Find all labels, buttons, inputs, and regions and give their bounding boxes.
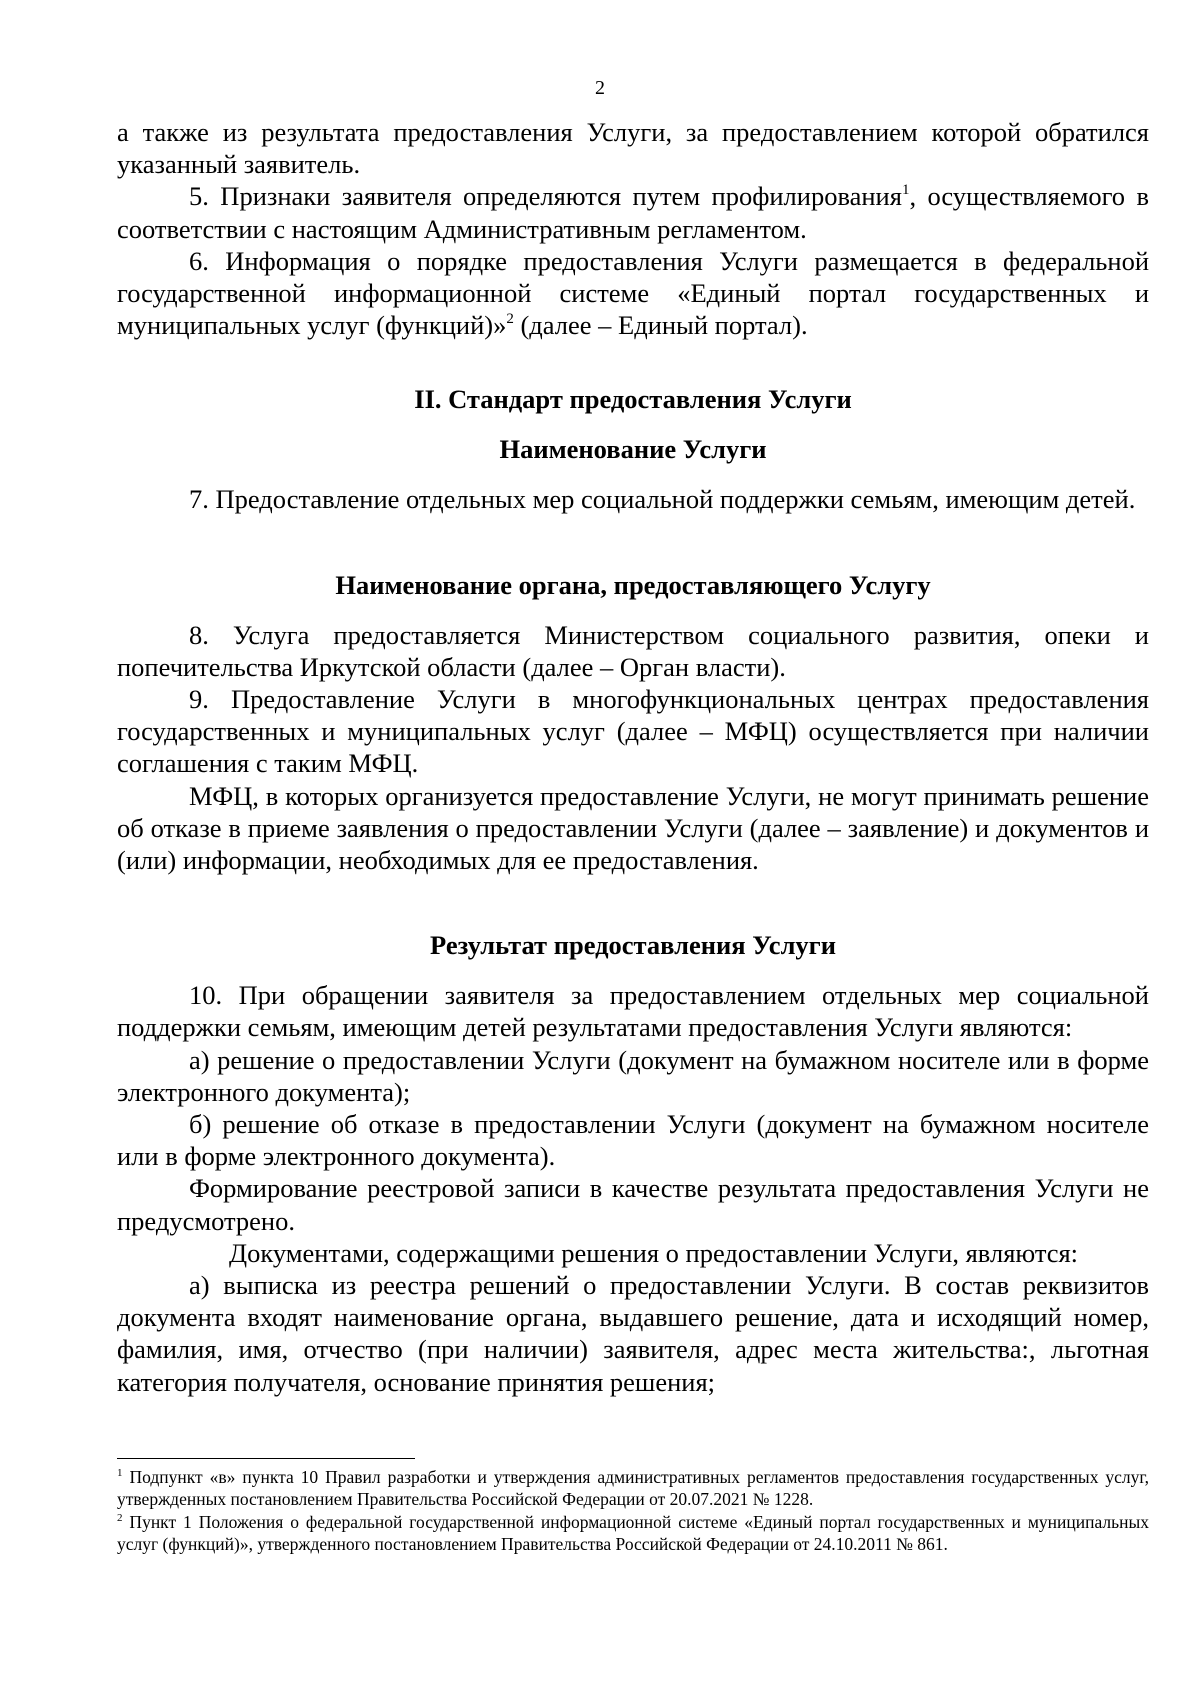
footnote-mark-2: 2 <box>117 1511 123 1524</box>
footnote-ref-1[interactable]: 1 <box>901 182 910 199</box>
paragraph-continuation: а также из результата предоставления Услуги, за предоставлением которой обратился указанный заявитель. <box>117 117 1149 180</box>
paragraph-9-second: МФЦ, в которых организуется предоставление Услуги, не могут принимать решение об отказе в приеме заявления о предоставлении Услуги (далее – заявление) и документов и (или) информации, необходимых для ее предоставления. <box>117 780 1149 876</box>
page-number: 2 <box>595 77 605 99</box>
footnote-2 <box>117 1511 1149 1556</box>
paragraph-10-c: Формирование реестровой записи в качестве результата предоставления Услуги не предусмотрено. <box>117 1173 1149 1236</box>
paragraph-6-text: 6. Информация о порядке предоставления Услуги размещается в федеральной государственной информационной системе «Единый портал государственных и муниципальных услуг (функций)» <box>117 245 1149 341</box>
paragraph-6-text-end: (далее – Единый портал). <box>513 310 808 341</box>
heading-authority-name: Наименование органа, предоставляющего Услугу <box>335 569 931 600</box>
paragraph-5-text: 5. Признаки заявителя определяются путем профилирования <box>189 181 902 212</box>
heading-service-name: Наименование Услуги <box>499 434 767 465</box>
paragraph-8: 8. Услуга предоставляется Министерством социального развития, опеки и попечительства Иркутской области (далее – Орган власти). <box>117 619 1149 682</box>
footnote-2-text: Пункт 1 Положения о федеральной государственной информационной системе «Единый портал государственных и муниципальных услуг (функций)», утвержденного постановлением Правительства Российской Федерации от 24.10.2011 № 861. <box>117 1511 1149 1555</box>
footnote-mark-1: 1 <box>117 1467 123 1479</box>
paragraph-7: 7. Предоставление отдельных мер социальной поддержки семьям, имеющим детей. <box>189 484 1136 515</box>
document-body <box>117 116 1149 1398</box>
heading-section-ii: II. Стандарт предоставления Услуги <box>414 384 852 415</box>
heading-result: Результат предоставления Услуги <box>430 930 836 961</box>
footnote-1-text: Подпункт «в» пункта 10 Правил разработки и утверждения административных регламентов предоставления государственных услуг, утвержденных постановлением Правительства Российской Федерации от 20.07.2021 № 1228. <box>117 1467 1149 1510</box>
paragraph-10-d: Документами, содержащими решения о предоставлении Услуги, являются: <box>229 1237 1079 1268</box>
paragraph-10: 10. При обращении заявителя за предоставлением отдельных мер социальной поддержки семьям, имеющим детей результатами предоставления Услуги являются: <box>117 980 1149 1043</box>
paragraph-9: 9. Предоставление Услуги в многофункциональных центрах предоставления государственных и муниципальных услуг (далее – МФЦ) осуществляется при наличии соглашения с таким МФЦ. <box>117 684 1149 779</box>
paragraph-5-text-end: , осуществляемого в соответствии с настоящим Административным регламентом. <box>117 181 1149 244</box>
footnotes <box>117 1466 1149 1556</box>
footnote-separator <box>117 1458 415 1459</box>
paragraph-5 <box>117 180 1149 244</box>
footnote-1 <box>117 1466 1149 1511</box>
paragraph-10-a: а) решение о предоставлении Услуги (документ на бумажном носителе или в форме электронного документа); <box>117 1044 1149 1107</box>
footnote-ref-2[interactable]: 2 <box>506 311 514 328</box>
paragraph-10-e: а) выписка из реестра решений о предоставлении Услуги. В состав реквизитов документа входят наименование органа, выдавшего решение, дата и исходящий номер, фамилия, имя, отчество (при наличии) заявителя, адрес места жительства:, льготная категория получателя, основание принятия решения; <box>117 1270 1149 1397</box>
paragraph-10-b: б) решение об отказе в предоставлении Услуги (документ на бумажном носителе или в форме электронного документа). <box>117 1109 1149 1172</box>
paragraph-6 <box>117 245 1149 342</box>
